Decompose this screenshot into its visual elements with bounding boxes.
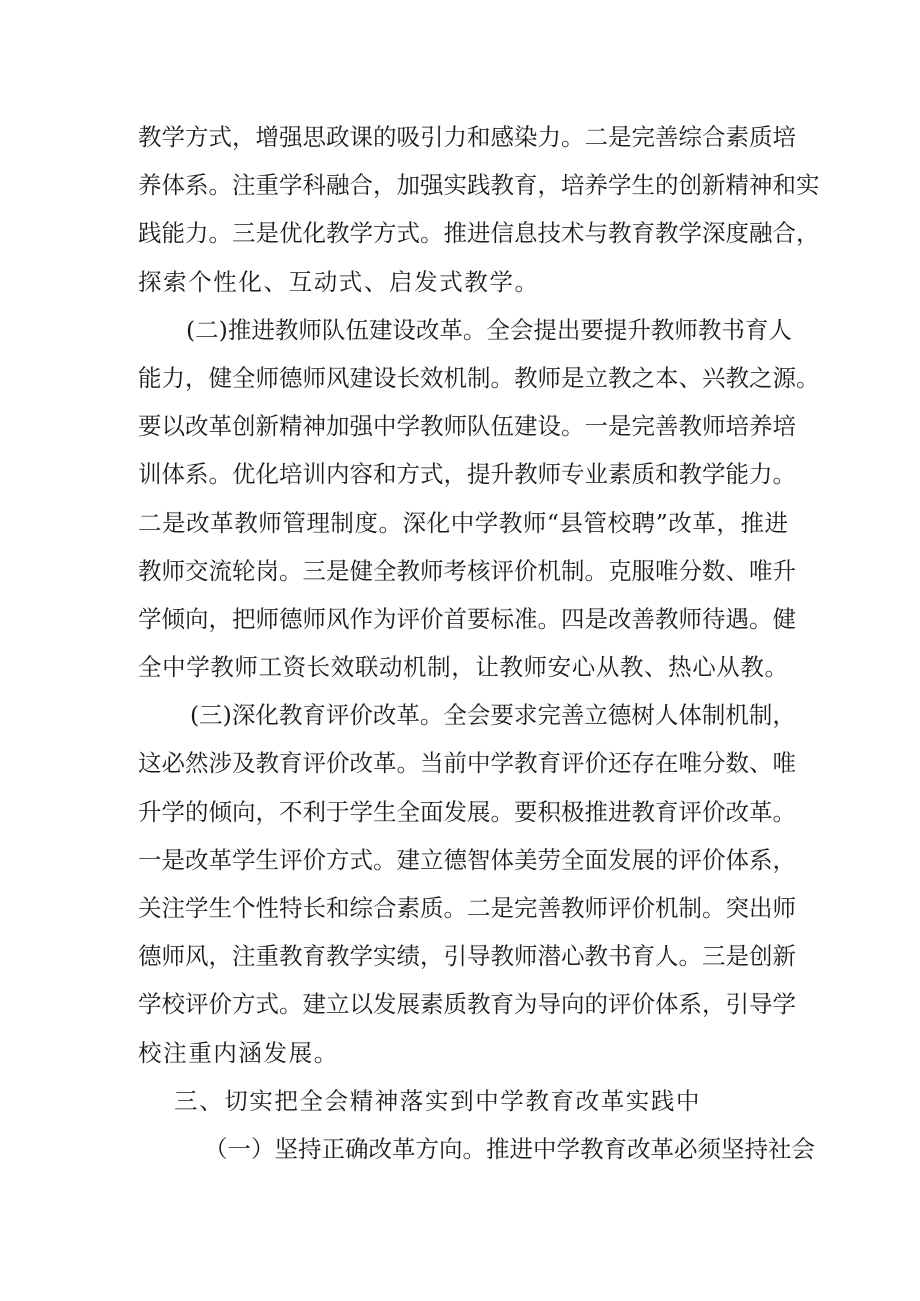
text-line: 能力，健全师德师风建设长效机制。教师是立教之本、兴教之源。	[138, 363, 820, 392]
text-line: 养体系。注重学科融合，加强实践教育，培养学生的创新精神和实	[138, 171, 820, 200]
section-3-heading: 三、切实把全会精神落实到中学教育改革实践中	[174, 1086, 702, 1115]
text-line: 全中学教师工资长效联动机制，让教师安心从教、热心从教。	[138, 653, 788, 682]
text-line: 升学的倾向，不利于学生全面发展。要积极推进教育评价改革。	[138, 797, 796, 826]
text-line: 关注学生个性特长和综合素质。二是完善教师评价机制。突出师	[138, 894, 796, 922]
text-line: 践能力。三是优化教学方式。推进信息技术与教育教学深度融合，	[138, 219, 820, 248]
text-line: 德师风，注重教育教学实绩，引导教师潜心教书育人。三是创新	[138, 942, 796, 971]
text-line: 二是改革教师管理制度。深化中学教师“县管校聘”改革，推进	[138, 508, 788, 537]
section-3-1-heading-line: （一）坚持正确改革方向。推进中学教育改革必须坚持社会	[204, 1134, 815, 1163]
text-line: 教师交流轮岗。三是健全教师考核评价机制。克服唯分数、唯升	[138, 556, 796, 585]
text-line: 要以改革创新精神加强中学教师队伍建设。一是完善教师培养培	[138, 412, 796, 441]
text-line: 教学方式，增强思政课的吸引力和感染力。二是完善综合素质培	[138, 123, 796, 151]
text-line: 探索个性化、互动式、启发式教学。	[138, 267, 540, 296]
document-body	[138, 113, 820, 1173]
text-line: 训体系。优化培训内容和方式，提升教师专业素质和教学能力。	[138, 460, 796, 489]
text-line: 学倾向，把师德师风作为评价首要标准。四是改善教师待遇。健	[138, 604, 796, 633]
text-line: 这必然涉及教育评价改革。当前中学教育评价还存在唯分数、唯	[138, 749, 796, 778]
section-2-3-heading-line: (三)深化教育评价改革。全会要求完善立德树人体制机制，	[190, 701, 796, 730]
text-line: 校注重内涵发展。	[138, 1038, 339, 1067]
text-line: 一是改革学生评价方式。建立德智体美劳全面发展的评价体系，	[138, 845, 796, 874]
text-line: 学校评价方式。建立以发展素质教育为导向的评价体系，引导学	[138, 990, 796, 1019]
section-2-2-heading-line: (二)推进教师队伍建设改革。全会提出要提升教师教书育人	[186, 315, 792, 344]
